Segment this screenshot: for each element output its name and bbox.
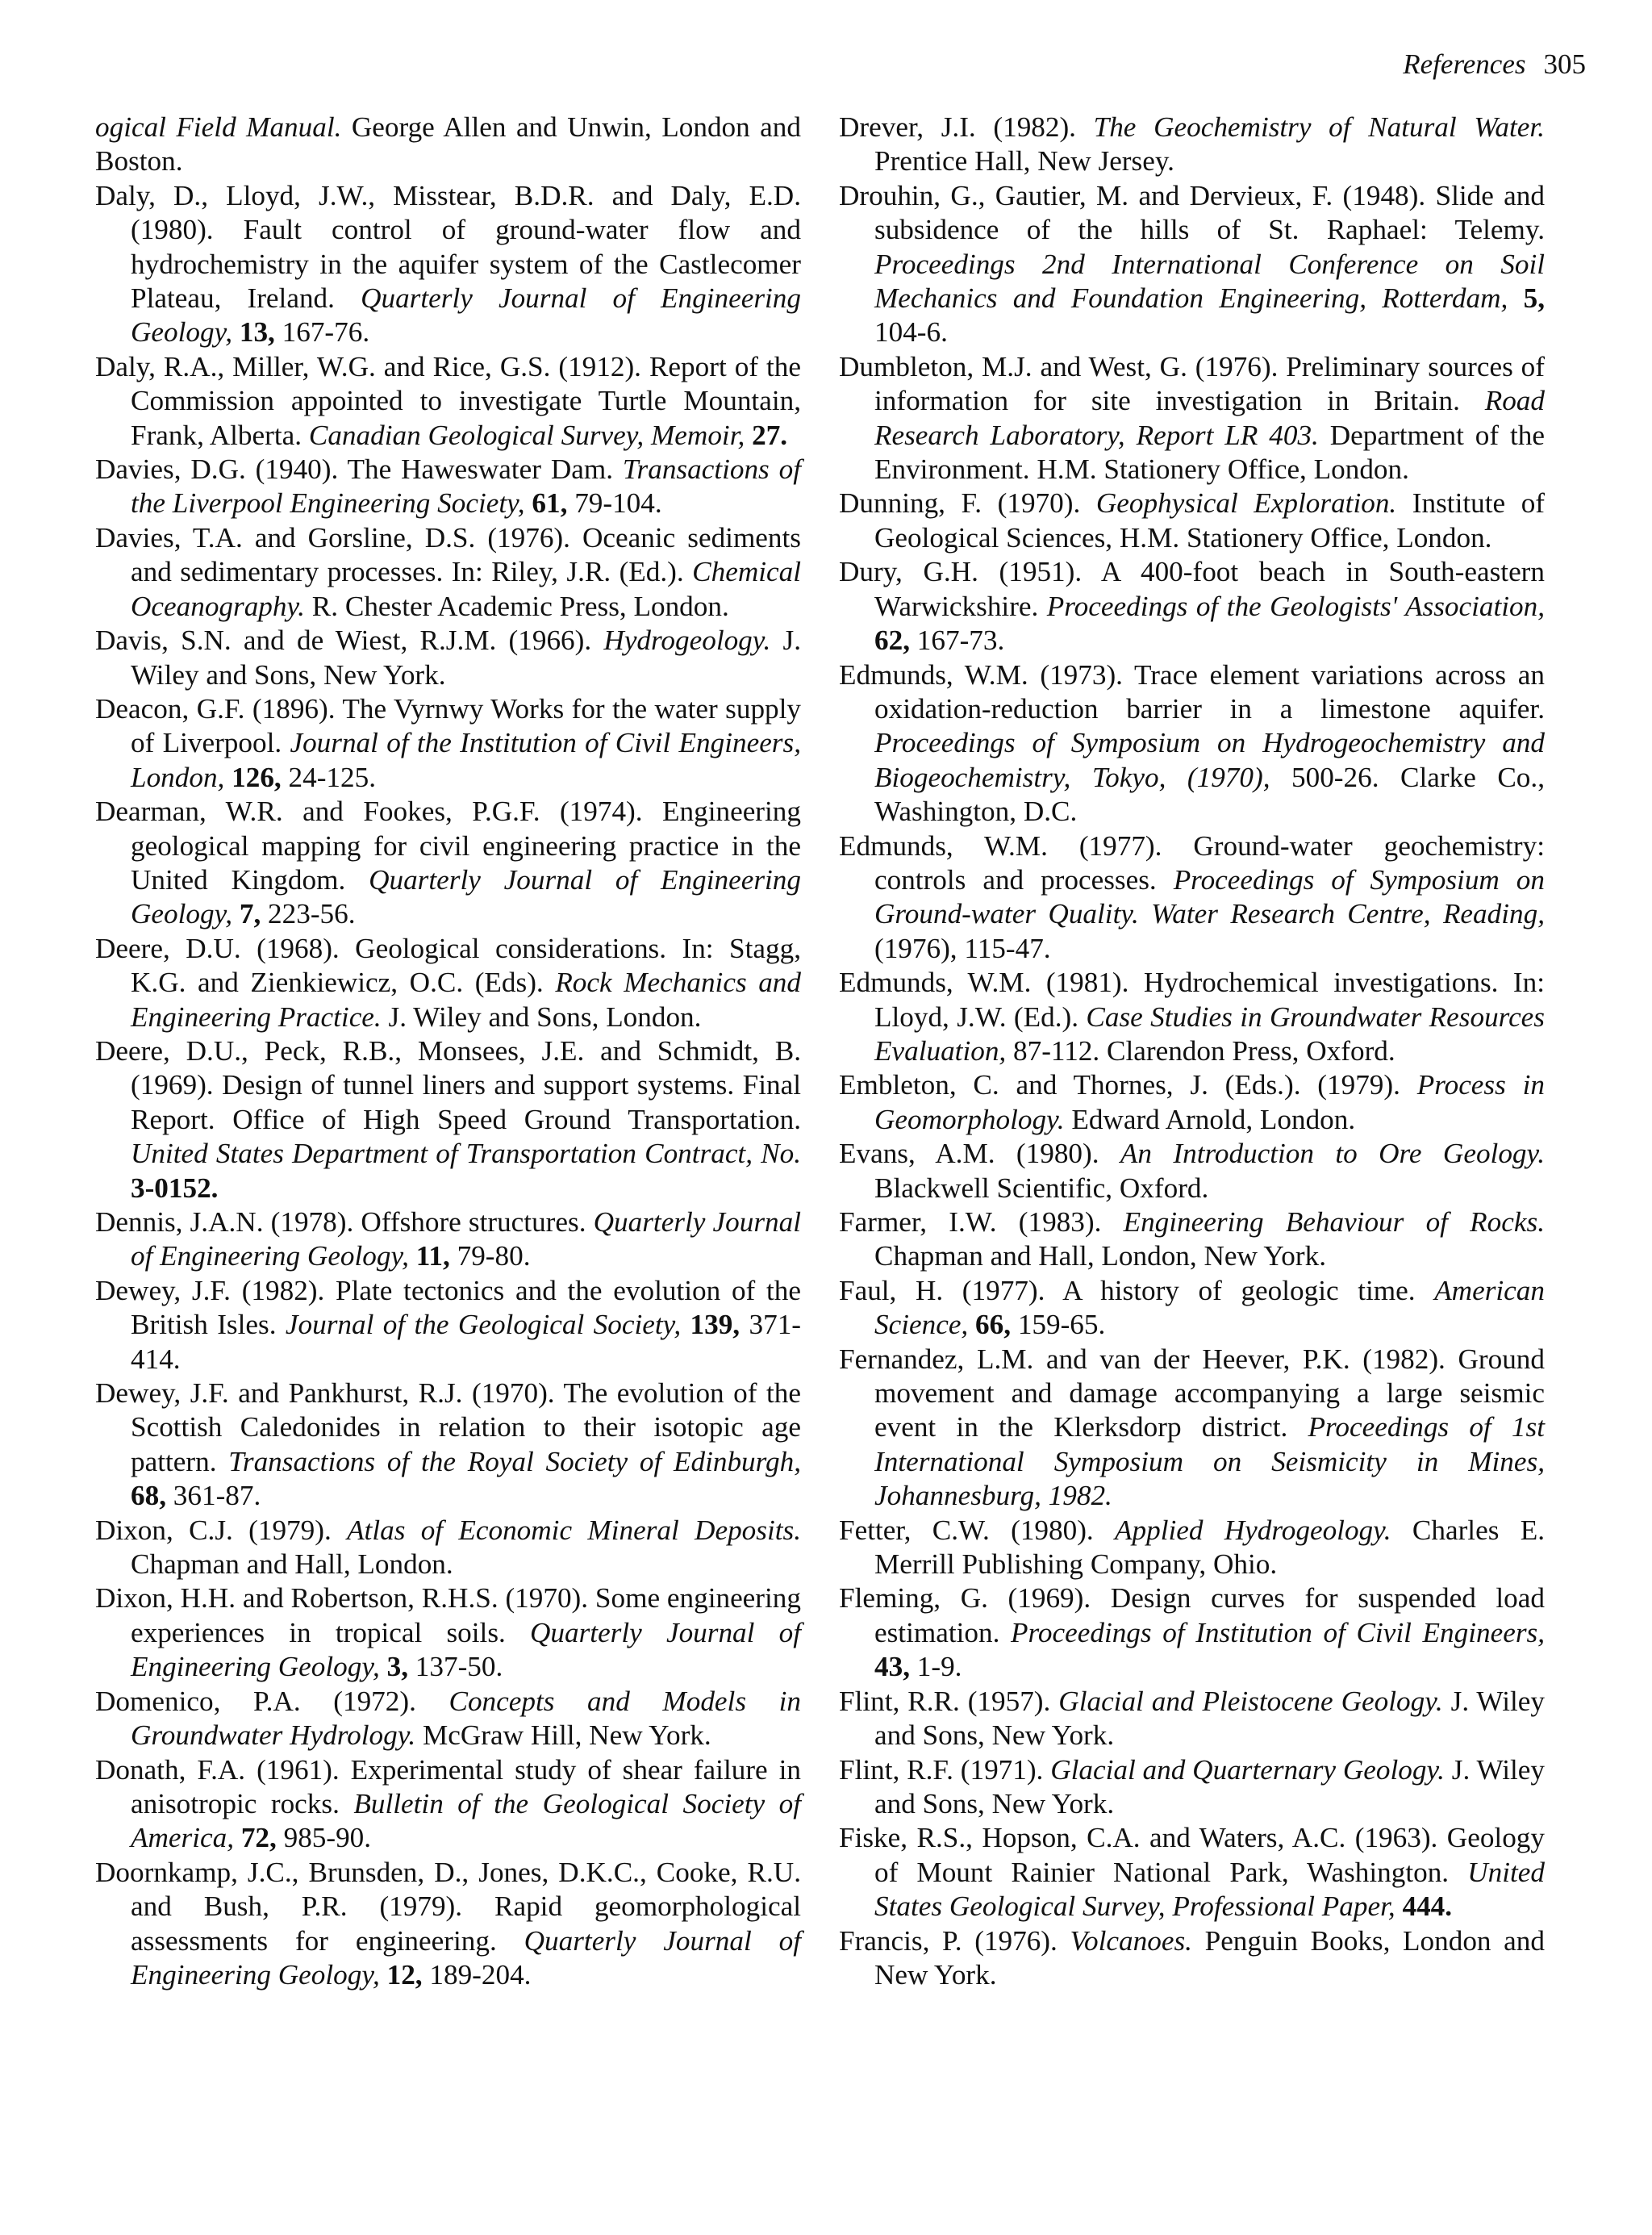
reference-bold: 68, [131, 1480, 166, 1512]
reference-entry [95, 795, 801, 932]
reference-lead: Faul, H. (1977). A history of geologic time. [839, 1274, 1435, 1306]
running-head [1403, 47, 1586, 82]
reference-bold: 7, [232, 898, 261, 930]
reference-entry [839, 555, 1545, 658]
page-number: 305 [1543, 48, 1586, 80]
reference-ital: Quarterly Journal of Engineering Geology, [131, 1616, 801, 1683]
section-title: References [1403, 48, 1526, 80]
left-column [95, 111, 801, 1992]
reference-entry [839, 1137, 1545, 1205]
reference-tail: J. Wiley and Sons, New York. [131, 625, 801, 691]
reference-ital: Chemical Oceanography. [131, 556, 801, 622]
reference-entry [95, 932, 801, 1034]
reference-ital: Case Studies in Groundwater Resources Evaluation, [874, 1001, 1545, 1067]
reference-tail: Charles E. Merrill Publishing Company, Ohio. [874, 1514, 1545, 1581]
reference-entry [839, 1205, 1545, 1274]
reference-bold: 126, [224, 761, 282, 793]
reference-ital: ogical Field Manual. [95, 111, 342, 143]
reference-tail: 1-9. [909, 1651, 962, 1683]
reference-lead: Daly, R.A., Miller, W.G. and Rice, G.S. (1912). Report of the Commission appointed to investigate Turtle Mountain, Frank, Alberta. [95, 350, 801, 451]
reference-tail: J. Wiley and Sons, New York. [874, 1685, 1546, 1752]
reference-lead: Francis, P. (1976). [839, 1924, 1070, 1957]
reference-ital: United States Department of Transportation Contract, No. [131, 1138, 801, 1170]
reference-entry [839, 966, 1545, 1068]
reference-entry [95, 350, 801, 453]
reference-bold: 444. [1395, 1890, 1453, 1923]
reference-ital: Geophysical Exploration. [1095, 487, 1397, 520]
reference-entry [839, 658, 1545, 829]
reference-entry [839, 1343, 1545, 1514]
reference-lead: Fetter, C.W. (1980). [839, 1514, 1116, 1546]
reference-lead: Edmunds, W.M. (1973). Trace element variations across an oxidation-reduction barrier in a limestone aquifer. [839, 658, 1545, 725]
reference-lead: Dumbleton, M.J. and West, G. (1976). Preliminary sources of information for site investigation in Britain. [839, 350, 1545, 417]
reference-bold: 61, [524, 487, 568, 520]
reference-ital: Quarterly Journal of Engineering Geology, [131, 282, 801, 349]
reference-ital: Journal of the Institution of Civil Engineers, London, [131, 727, 801, 793]
reference-lead: Fiske, R.S., Hopson, C.A. and Waters, A.C. (1963). Geology of Mount Rainier National Park, Washington. [839, 1822, 1545, 1888]
reference-entry [95, 1205, 801, 1274]
reference-entry [839, 111, 1545, 179]
reference-tail: 167-73. [909, 625, 1005, 657]
reference-ital: Hydrogeology. [603, 625, 771, 657]
reference-tail: 87-112. Clarendon Press, Oxford. [1006, 1034, 1395, 1067]
reference-lead: Davies, T.A. and Gorsline, D.S. (1976). Oceanic sediments and sedimentary processes. In: Riley, J.R. (Ed.). [95, 521, 801, 588]
reference-bold: 3, [379, 1651, 408, 1683]
reference-ital: Bulletin of the Geological Society of America, [131, 1787, 802, 1854]
reference-ital: Transactions of the Liverpool Engineering Society, [131, 453, 801, 520]
reference-ital: Canadian Geological Survey, Memoir, [308, 419, 745, 451]
reference-entry [95, 1377, 801, 1514]
reference-tail: R. Chester Academic Press, London. [304, 590, 729, 622]
reference-bold: 27. [745, 419, 788, 451]
reference-ital: Proceedings of Symposium on Hydrogeochemistry and Biogeochemistry, Tokyo, (1970), [874, 727, 1545, 793]
reference-lead: Edmunds, W.M. (1977). Ground-water geochemistry: controls and processes. [839, 829, 1545, 896]
reference-lead: Dewey, J.F. and Pankhurst, R.J. (1970). The evolution of the Scottish Caledonides in relation to their isotopic age pattern. [95, 1377, 801, 1477]
reference-lead: Dearman, W.R. and Fookes, P.G.F. (1974). Engineering geological mapping for civil engineering practice in the United Kingdom. [95, 796, 801, 896]
reference-entry [839, 1274, 1545, 1343]
reference-lead: Embleton, C. and Thornes, J. (Eds.). (1979). [839, 1069, 1417, 1101]
reference-tail: Department of the Environment. H.M. Stationery Office, London. [874, 419, 1545, 486]
reference-entry [839, 179, 1545, 350]
reference-lead: Edmunds, W.M. (1981). Hydrochemical investigations. In: Lloyd, J.W. (Ed.). [839, 967, 1545, 1033]
reference-lead: Dennis, J.A.N. (1978). Offshore structures. [95, 1206, 594, 1238]
reference-lead: Drever, J.I. (1982). [839, 111, 1094, 143]
reference-ital: Road Research Laboratory, Report LR 403. [874, 385, 1545, 451]
reference-tail: 104-6. [874, 316, 948, 349]
reference-ital: Proceedings of Symposium on Ground-water Quality. Water Research Centre, Reading, [874, 863, 1545, 930]
reference-ital: Glacial and Quarternary Geology. [1050, 1753, 1445, 1786]
reference-lead: Fleming, G. (1969). Design curves for suspended load estimation. [839, 1582, 1545, 1648]
reference-tail: (1976), 115-47. [874, 932, 1051, 964]
reference-ital: Rock Mechanics and Engineering Practice. [131, 967, 801, 1033]
reference-tail: 79-80. [449, 1240, 531, 1272]
reference-bold: 3-0152. [131, 1172, 219, 1204]
reference-entry [95, 624, 801, 692]
reference-entry [839, 1753, 1545, 1822]
reference-entry [839, 1685, 1545, 1753]
reference-entry [95, 692, 801, 795]
reference-entry [839, 1924, 1545, 1993]
reference-entry [95, 1581, 801, 1684]
reference-entry [839, 1821, 1545, 1924]
reference-lead: Flint, R.R. (1957). [839, 1685, 1059, 1717]
reference-ital: American Science, [874, 1274, 1545, 1341]
reference-entry [95, 453, 801, 521]
reference-tail: Chapman and Hall, London, New York. [874, 1240, 1327, 1272]
reference-entry [95, 1856, 801, 1993]
reference-lead: Drouhin, G., Gautier, M. and Dervieux, F. (1948). Slide and subsidence of the hills of St. Raphael: Telemy. [839, 179, 1545, 246]
reference-tail: 159-65. [1011, 1309, 1106, 1341]
reference-bold: 72, [234, 1822, 277, 1854]
reference-lead: Dewey, J.F. (1982). Plate tectonics and the evolution of the British Isles. [95, 1274, 801, 1341]
reference-tail: 167-76. [274, 316, 370, 349]
reference-ital: United States Geological Survey, Professional Paper, [874, 1856, 1545, 1923]
reference-tail: 985-90. [276, 1822, 372, 1854]
reference-ital: Journal of the Geological Society, [285, 1309, 682, 1341]
reference-tail: Blackwell Scientific, Oxford. [874, 1172, 1209, 1204]
reference-ital: The Geochemistry of Natural Water. [1093, 111, 1545, 143]
reference-tail: J. Wiley and Sons, New York. [874, 1753, 1546, 1819]
reference-entry [839, 487, 1545, 555]
reference-tail: 361-87. [165, 1480, 261, 1512]
reference-bold: 139, [681, 1309, 740, 1341]
reference-tail: McGraw Hill, New York. [415, 1719, 711, 1752]
reference-ital: Concepts and Models in Groundwater Hydrology. [131, 1685, 801, 1752]
reference-ital: Quarterly Journal of Engineering Geology, [131, 1924, 801, 1991]
reference-lead: Farmer, I.W. (1983). [839, 1206, 1124, 1238]
reference-bold: 43, [874, 1651, 910, 1683]
reference-lead: Fernandez, L.M. and van der Heever, P.K. (1982). Ground movement and damage accompanying a large seismic event in the Klerksdorp district. [839, 1343, 1545, 1443]
reference-ital: Applied Hydrogeology. [1115, 1514, 1391, 1546]
reference-lead: Dury, G.H. (1951). A 400-foot beach in South-eastern Warwickshire. [839, 556, 1545, 622]
reference-entry [839, 1514, 1545, 1582]
reference-ital: Glacial and Pleistocene Geology. [1058, 1685, 1443, 1717]
reference-lead: Flint, R.F. (1971). [839, 1753, 1051, 1786]
reference-tail: Edward Arnold, London. [1064, 1103, 1356, 1135]
reference-lead: Deere, D.U., Peck, R.B., Monsees, J.E. and Schmidt, B. (1969). Design of tunnel liners and support systems. Final Report. Office of High Speed Ground Transportation. [95, 1034, 801, 1135]
reference-ital: Atlas of Economic Mineral Deposits. [347, 1514, 802, 1546]
reference-lead: Dixon, H.H. and Robertson, R.H.S. (1970). Some engineering experiences in tropical soils. [95, 1582, 801, 1648]
reference-lead: Deere, D.U. (1968). Geological considerations. In: Stagg, K.G. and Zienkiewicz, O.C. (Eds). [95, 932, 801, 999]
reference-ital: Proceedings 2nd International Conference on Soil Mechanics and Foundation Engineering, Rotterdam, [874, 248, 1545, 315]
reference-bold: 62, [874, 625, 910, 657]
reference-tail: Chapman and Hall, London. [131, 1548, 453, 1581]
reference-lead: Dunning, F. (1970). [839, 487, 1096, 520]
reference-ital: Quarterly Journal of Engineering Geology, [131, 863, 801, 930]
reference-entry [839, 1068, 1545, 1137]
reference-lead: Donath, F.A. (1961). Experimental study of shear failure in anisotropic rocks. [95, 1753, 801, 1819]
reference-tail: J. Wiley and Sons, London. [381, 1001, 702, 1033]
reference-tail: 24-125. [281, 761, 376, 793]
reference-bold: 5, [1508, 282, 1546, 315]
reference-ital: Proceedings of 1st International Symposium on Seismicity in Mines, Johannesburg, 1982. [874, 1411, 1545, 1512]
reference-lead: Domenico, P.A. (1972). [95, 1685, 449, 1717]
reference-entry [95, 111, 801, 179]
reference-lead: Deacon, G.F. (1896). The Vyrnwy Works for the water supply of Liverpool. [95, 692, 801, 759]
reference-entry [95, 1034, 801, 1205]
reference-tail: 223-56. [261, 898, 356, 930]
reference-tail: George Allen and Unwin, London and Boston. [95, 111, 801, 178]
reference-lead: Davies, D.G. (1940). The Haweswater Dam. [95, 453, 623, 486]
reference-entry [95, 1685, 801, 1753]
reference-ital: Process in Geomorphology. [874, 1069, 1545, 1135]
reference-entry [839, 350, 1545, 487]
reference-entry [95, 521, 801, 624]
reference-tail: 371-414. [131, 1309, 802, 1375]
reference-tail: Penguin Books, London and New York. [874, 1924, 1545, 1991]
reference-ital: An Introduction to Ore Geology. [1120, 1138, 1545, 1170]
reference-ital: Proceedings of the Geologists' Association, [1046, 590, 1545, 622]
reference-entry [95, 1514, 801, 1582]
reference-bold: 66, [968, 1309, 1012, 1341]
reference-lead: Doornkamp, J.C., Brunsden, D., Jones, D.K.C., Cooke, R.U. and Bush, P.R. (1979). Rapid geomorphological assessments for engineering. [95, 1856, 801, 1957]
reference-bold: 13, [232, 316, 275, 349]
reference-entry [95, 1753, 801, 1856]
reference-tail: Prentice Hall, New Jersey. [874, 145, 1174, 178]
reference-entry [95, 179, 801, 350]
reference-ital: Volcanoes. [1070, 1924, 1192, 1957]
right-column [839, 111, 1545, 1992]
reference-entry [95, 1274, 801, 1377]
reference-entry [839, 829, 1545, 967]
reference-entry [839, 1581, 1545, 1684]
reference-ital: Transactions of the Royal Society of Edinburgh, [228, 1445, 801, 1477]
reference-ital: Proceedings of Institution of Civil Engineers, [1011, 1616, 1546, 1648]
reference-lead: Dixon, C.J. (1979). [95, 1514, 348, 1546]
reference-lead: Evans, A.M. (1980). [839, 1138, 1120, 1170]
reference-bold: 11, [408, 1240, 450, 1272]
reference-tail: 79-104. [567, 487, 662, 520]
reference-lead: Daly, D., Lloyd, J.W., Misstear, B.D.R. and Daly, E.D. (1980). Fault control of ground-water flow and hydrochemistry in the aquifer system of the Castlecomer Plateau, Ireland. [95, 179, 801, 315]
reference-tail: Institute of Geological Sciences, H.M. Stationery Office, London. [874, 487, 1546, 554]
reference-tail: 137-50. [408, 1651, 503, 1683]
reference-ital: Quarterly Journal of Engineering Geology, [131, 1206, 801, 1272]
reference-tail: 189-204. [422, 1958, 532, 1991]
reference-lead: Davis, S.N. and de Wiest, R.J.M. (1966). [95, 625, 604, 657]
reference-ital: Engineering Behaviour of Rocks. [1123, 1206, 1545, 1238]
reference-bold: 12, [379, 1958, 423, 1991]
reference-tail: 500-26. Clarke Co., Washington, D.C. [874, 761, 1545, 828]
